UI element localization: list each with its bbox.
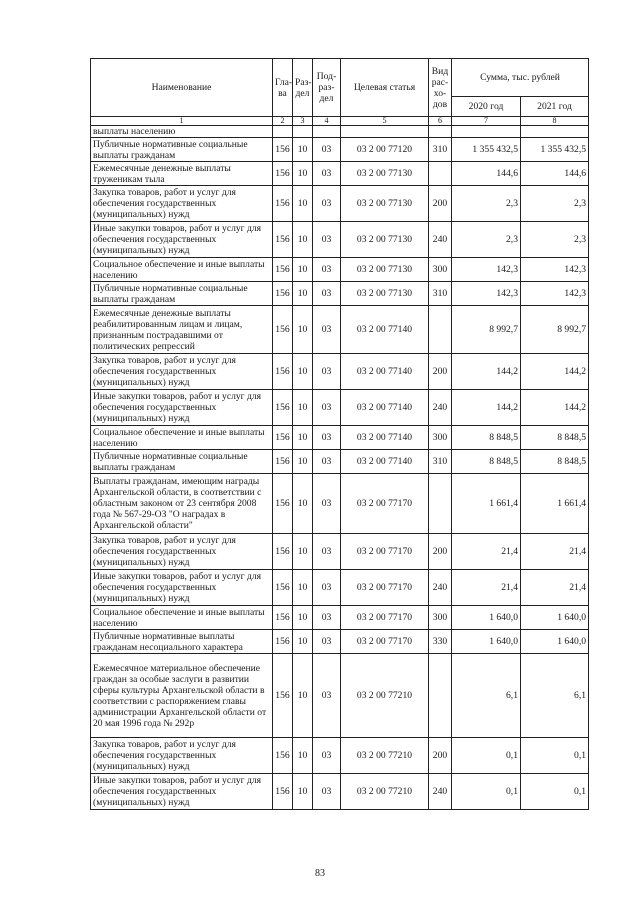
row-target-article: 03 2 00 77170 [341, 630, 429, 654]
row-razdel: 10 [293, 354, 313, 390]
row-target-article: 03 2 00 77210 [341, 738, 429, 774]
row-amount-2020: 8 848,5 [452, 426, 521, 450]
row-amount-2021: 21,4 [521, 570, 589, 606]
row-podrazdel: 03 [313, 570, 341, 606]
table-row [91, 258, 589, 282]
row-amount-2020: 6,1 [452, 654, 521, 738]
row-expense-type: 310 [429, 138, 452, 162]
header-target: Целевая статья [341, 59, 429, 117]
row-podrazdel: 03 [313, 474, 341, 534]
row-expense-type: 330 [429, 630, 452, 654]
header-year-2021: 2021 год [521, 97, 589, 117]
table-row [91, 354, 589, 390]
row-podrazdel: 03 [313, 354, 341, 390]
row-glava: 156 [273, 606, 293, 630]
row-glava: 156 [273, 474, 293, 534]
table-row [91, 162, 589, 186]
row-amount-2021: 142,3 [521, 282, 589, 306]
row-amount-2021: 2,3 [521, 186, 589, 222]
column-number: 4 [313, 117, 341, 126]
header-podrazdel: Под-раз-дел [313, 59, 341, 117]
row-amount-2020 [452, 126, 521, 138]
row-podrazdel: 03 [313, 606, 341, 630]
row-amount-2021: 144,2 [521, 390, 589, 426]
row-amount-2020: 1 355 432,5 [452, 138, 521, 162]
row-glava: 156 [273, 774, 293, 810]
row-expense-type: 200 [429, 738, 452, 774]
row-expense-type: 310 [429, 282, 452, 306]
row-glava: 156 [273, 162, 293, 186]
row-target-article [341, 126, 429, 138]
row-amount-2021: 8 848,5 [521, 426, 589, 450]
row-amount-2021: 21,4 [521, 534, 589, 570]
row-target-article: 03 2 00 77130 [341, 222, 429, 258]
row-amount-2021: 8 848,5 [521, 450, 589, 474]
table-row [91, 630, 589, 654]
row-expense-type: 300 [429, 426, 452, 450]
row-expense-type [429, 126, 452, 138]
row-amount-2021: 142,3 [521, 258, 589, 282]
row-target-article: 03 2 00 77140 [341, 450, 429, 474]
row-expense-type: 200 [429, 186, 452, 222]
table-row [91, 606, 589, 630]
table-row [91, 390, 589, 426]
row-target-article: 03 2 00 77170 [341, 474, 429, 534]
table-row [91, 282, 589, 306]
row-amount-2020: 144,2 [452, 390, 521, 426]
header-year-2020: 2020 год [452, 97, 521, 117]
row-podrazdel: 03 [313, 138, 341, 162]
row-amount-2021: 1 640,0 [521, 630, 589, 654]
row-amount-2020: 142,3 [452, 258, 521, 282]
row-target-article: 03 2 00 77130 [341, 162, 429, 186]
row-target-article: 03 2 00 77170 [341, 606, 429, 630]
header-razdel: Раз-дел [293, 59, 313, 117]
row-amount-2020: 1 661,4 [452, 474, 521, 534]
row-expense-type [429, 306, 452, 354]
row-expense-type: 240 [429, 774, 452, 810]
row-glava [273, 126, 293, 138]
row-podrazdel: 03 [313, 654, 341, 738]
row-razdel: 10 [293, 606, 313, 630]
header-sum: Сумма, тыс. рублей [452, 59, 589, 97]
row-podrazdel: 03 [313, 282, 341, 306]
table-row [91, 570, 589, 606]
row-razdel: 10 [293, 738, 313, 774]
row-expense-type: 310 [429, 450, 452, 474]
column-number: 8 [521, 117, 589, 126]
row-glava: 156 [273, 138, 293, 162]
row-razdel: 10 [293, 186, 313, 222]
header-name: Наименование [91, 59, 273, 117]
row-amount-2020: 2,3 [452, 222, 521, 258]
row-amount-2020: 0,1 [452, 738, 521, 774]
column-number: 3 [293, 117, 313, 126]
row-glava: 156 [273, 738, 293, 774]
row-amount-2020: 144,6 [452, 162, 521, 186]
row-target-article: 03 2 00 77210 [341, 774, 429, 810]
row-expense-type: 240 [429, 570, 452, 606]
column-number: 2 [273, 117, 293, 126]
row-glava: 156 [273, 222, 293, 258]
row-razdel: 10 [293, 570, 313, 606]
row-razdel: 10 [293, 426, 313, 450]
header-glava: Гла-ва [273, 59, 293, 117]
row-name: Социальное обеспечение и иные выплаты населению [91, 258, 273, 282]
row-razdel: 10 [293, 474, 313, 534]
row-amount-2021: 2,3 [521, 222, 589, 258]
row-podrazdel: 03 [313, 534, 341, 570]
row-glava: 156 [273, 426, 293, 450]
row-glava: 156 [273, 258, 293, 282]
header-vid: Вид рас-хо-дов [429, 59, 452, 117]
row-expense-type: 300 [429, 258, 452, 282]
row-podrazdel: 03 [313, 738, 341, 774]
row-razdel: 10 [293, 222, 313, 258]
column-number: 6 [429, 117, 452, 126]
row-razdel: 10 [293, 162, 313, 186]
row-name: Публичные нормативные социальные выплаты гражданам [91, 138, 273, 162]
row-glava: 156 [273, 570, 293, 606]
row-expense-type [429, 474, 452, 534]
row-amount-2020: 142,3 [452, 282, 521, 306]
row-glava: 156 [273, 654, 293, 738]
table-row [91, 474, 589, 534]
row-name: Ежемесячные денежные выплаты реабилитированным лицам и лицам, признанным пострадавшими от политических репрессий [91, 306, 273, 354]
row-expense-type: 240 [429, 222, 452, 258]
row-name: Ежемесячные денежные выплаты труженикам тыла [91, 162, 273, 186]
row-target-article: 03 2 00 77140 [341, 354, 429, 390]
row-amount-2021: 1 640,0 [521, 606, 589, 630]
row-razdel: 10 [293, 630, 313, 654]
row-podrazdel: 03 [313, 630, 341, 654]
row-amount-2021: 1 661,4 [521, 474, 589, 534]
row-razdel: 10 [293, 654, 313, 738]
table-row [91, 306, 589, 354]
row-glava: 156 [273, 450, 293, 474]
row-name: Закупка товаров, работ и услуг для обеспечения государственных (муниципальных) нужд [91, 354, 273, 390]
row-glava: 156 [273, 282, 293, 306]
row-target-article: 03 2 00 77140 [341, 426, 429, 450]
row-expense-type: 240 [429, 390, 452, 426]
row-razdel: 10 [293, 774, 313, 810]
row-target-article: 03 2 00 77130 [341, 282, 429, 306]
row-target-article: 03 2 00 77170 [341, 570, 429, 606]
table-row [91, 774, 589, 810]
table-row [91, 138, 589, 162]
row-amount-2021: 144,6 [521, 162, 589, 186]
row-podrazdel: 03 [313, 426, 341, 450]
row-glava: 156 [273, 390, 293, 426]
table-row [91, 654, 589, 738]
page-number: 83 [315, 868, 325, 879]
row-razdel: 10 [293, 138, 313, 162]
row-podrazdel: 03 [313, 186, 341, 222]
row-name: Закупка товаров, работ и услуг для обеспечения государственных (муниципальных) нужд [91, 738, 273, 774]
row-razdel: 10 [293, 306, 313, 354]
column-number-row [91, 117, 589, 126]
row-amount-2021: 8 992,7 [521, 306, 589, 354]
row-podrazdel: 03 [313, 450, 341, 474]
table-row [91, 534, 589, 570]
row-podrazdel [313, 126, 341, 138]
row-target-article: 03 2 00 77130 [341, 186, 429, 222]
row-glava: 156 [273, 354, 293, 390]
column-number: 1 [91, 117, 273, 126]
row-amount-2021: 1 355 432,5 [521, 138, 589, 162]
row-name: Социальное обеспечение и иные выплаты населению [91, 426, 273, 450]
row-expense-type [429, 654, 452, 738]
row-amount-2020: 8 992,7 [452, 306, 521, 354]
row-name: Закупка товаров, работ и услуг для обеспечения государственных (муниципальных) нужд [91, 186, 273, 222]
row-amount-2020: 1 640,0 [452, 606, 521, 630]
row-target-article: 03 2 00 77140 [341, 306, 429, 354]
row-expense-type: 200 [429, 534, 452, 570]
row-name: Иные закупки товаров, работ и услуг для обеспечения государственных (муниципальных) нужд [91, 570, 273, 606]
row-name: Социальное обеспечение и иные выплаты населению [91, 606, 273, 630]
row-amount-2021: 0,1 [521, 774, 589, 810]
row-razdel: 10 [293, 534, 313, 570]
row-amount-2021: 0,1 [521, 738, 589, 774]
row-target-article: 03 2 00 77170 [341, 534, 429, 570]
row-name: Иные закупки товаров, работ и услуг для обеспечения государственных (муниципальных) нужд [91, 774, 273, 810]
row-target-article: 03 2 00 77120 [341, 138, 429, 162]
row-name: Иные закупки товаров, работ и услуг для обеспечения государственных (муниципальных) нужд [91, 222, 273, 258]
table-row [91, 426, 589, 450]
row-amount-2020: 21,4 [452, 570, 521, 606]
row-amount-2021: 144,2 [521, 354, 589, 390]
row-razdel: 10 [293, 282, 313, 306]
row-name: Закупка товаров, работ и услуг для обеспечения государственных (муниципальных) нужд [91, 534, 273, 570]
row-amount-2021: 6,1 [521, 654, 589, 738]
row-amount-2020: 0,1 [452, 774, 521, 810]
row-amount-2020: 21,4 [452, 534, 521, 570]
row-name: выплаты населению [91, 126, 273, 138]
row-amount-2021 [521, 126, 589, 138]
row-podrazdel: 03 [313, 162, 341, 186]
row-target-article: 03 2 00 77210 [341, 654, 429, 738]
row-podrazdel: 03 [313, 258, 341, 282]
table-row [91, 186, 589, 222]
row-amount-2020: 1 640,0 [452, 630, 521, 654]
row-podrazdel: 03 [313, 306, 341, 354]
row-name: Ежемесячное материальное обеспечение граждан за особые заслуги в развитии сферы культуры Архангельской области в соответствии с распоряжением главы администрации Архангельской области от 20 мая 1996 года № 292р [91, 654, 273, 738]
column-number: 5 [341, 117, 429, 126]
row-glava: 156 [273, 186, 293, 222]
row-name: Выплаты гражданам, имеющим награды Архангельской области, в соответствии с областным законом от 23 сентября 2008 года № 567-29-ОЗ "О наградах в Архангельской области" [91, 474, 273, 534]
row-razdel: 10 [293, 450, 313, 474]
row-name: Публичные нормативные социальные выплаты гражданам [91, 450, 273, 474]
row-glava: 156 [273, 534, 293, 570]
row-glava: 156 [273, 630, 293, 654]
row-podrazdel: 03 [313, 222, 341, 258]
row-expense-type: 300 [429, 606, 452, 630]
row-expense-type [429, 162, 452, 186]
row-razdel [293, 126, 313, 138]
row-target-article: 03 2 00 77140 [341, 390, 429, 426]
row-name: Публичные нормативные социальные выплаты гражданам [91, 282, 273, 306]
row-target-article: 03 2 00 77130 [341, 258, 429, 282]
column-number: 7 [452, 117, 521, 126]
row-podrazdel: 03 [313, 390, 341, 426]
row-expense-type: 200 [429, 354, 452, 390]
row-razdel: 10 [293, 390, 313, 426]
table-row [91, 222, 589, 258]
row-razdel: 10 [293, 258, 313, 282]
table-row [91, 450, 589, 474]
table-row [91, 738, 589, 774]
row-podrazdel: 03 [313, 774, 341, 810]
row-amount-2020: 8 848,5 [452, 450, 521, 474]
budget-table [90, 58, 589, 810]
row-glava: 156 [273, 306, 293, 354]
row-amount-2020: 2,3 [452, 186, 521, 222]
row-name: Публичные нормативные выплаты гражданам несоциального характера [91, 630, 273, 654]
table-row [91, 126, 589, 138]
row-amount-2020: 144,2 [452, 354, 521, 390]
row-name: Иные закупки товаров, работ и услуг для обеспечения государственных (муниципальных) нужд [91, 390, 273, 426]
